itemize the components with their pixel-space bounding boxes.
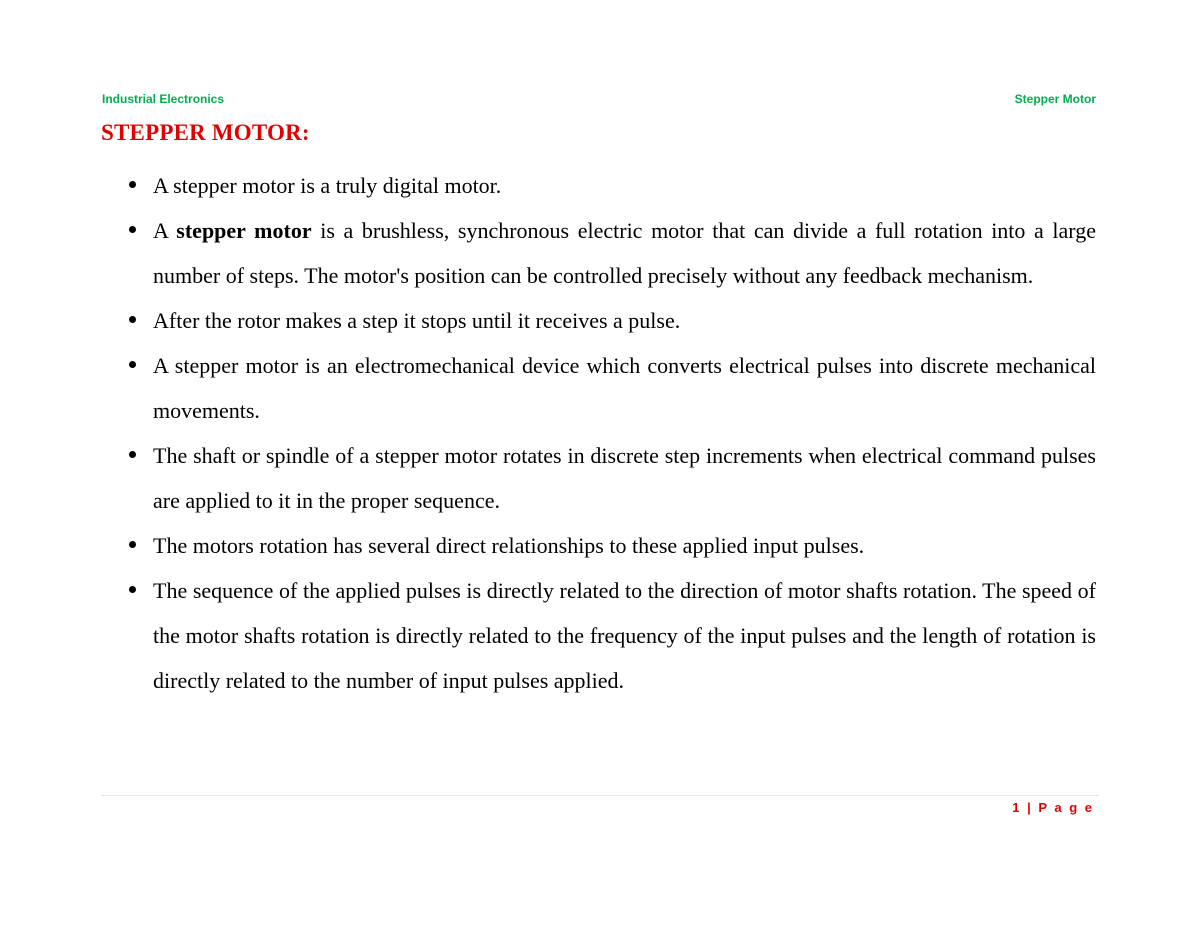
- bullet-item-sequence-speed: [102, 568, 1096, 703]
- bullet-text: The motors rotation has several direct relationships to these applied input pulses.: [153, 533, 865, 558]
- bullet-text-bold-term: stepper motor: [176, 218, 312, 243]
- bullet-item-shaft-rotation: [102, 433, 1096, 523]
- bullet-item-digital: [102, 163, 1096, 208]
- bullet-text: The shaft or spindle of a stepper motor rotates in discrete step increments when electrical command pulses are applied to it in the proper sequence.: [153, 443, 1096, 513]
- bullet-item-definition: [102, 208, 1096, 298]
- bullet-text: A stepper motor is an electromechanical device which converts electrical pulses into discrete mechanical movements.: [153, 353, 1096, 423]
- bullet-dot-icon: [129, 316, 136, 323]
- bullet-dot-icon: [129, 181, 136, 188]
- bullet-text: A stepper motor is a truly digital motor.: [153, 173, 502, 198]
- bullet-dot-icon: [129, 451, 136, 458]
- footer-divider: [101, 795, 1099, 796]
- page-title: STEPPER MOTOR:: [101, 120, 310, 145]
- bullet-text-before: A: [153, 218, 177, 243]
- header-topic-title: Stepper Motor: [1014, 92, 1096, 106]
- bullet-item-electromechanical: [102, 343, 1096, 433]
- bullet-text: The sequence of the applied pulses is directly related to the direction of motor shafts rotation. The speed of the motor shafts rotation is directly related to the frequency of the input pulses and the length of rotation is directly related to the number of input pulses applied.: [153, 578, 1096, 693]
- bullet-dot-icon: [129, 541, 136, 548]
- header-course-title: Industrial Electronics: [102, 92, 225, 106]
- bullet-text: After the rotor makes a step it stops until it receives a pulse.: [153, 308, 681, 333]
- bullet-dot-icon: [129, 361, 136, 368]
- bullet-item-rotor-step: [102, 298, 1096, 343]
- bullet-text-after: is a brushless, synchronous electric motor that can divide a full rotation into a large number of steps. The motor's position can be controlled precisely without any feedback mechanism.: [153, 218, 1096, 288]
- bullet-dot-icon: [129, 226, 136, 233]
- bullet-list: [102, 163, 1096, 703]
- bullet-dot-icon: [129, 586, 136, 593]
- bullet-item-relationships: [102, 523, 1096, 568]
- page-number-label: 1 | P a g e: [1012, 800, 1094, 815]
